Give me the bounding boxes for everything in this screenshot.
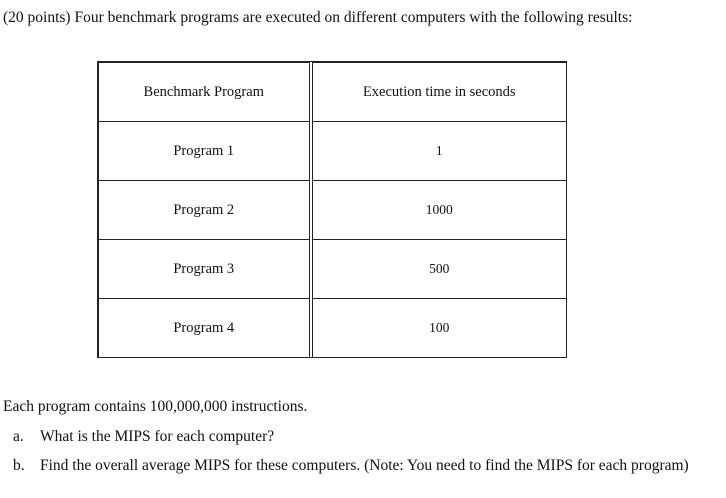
question-text: What is the MIPS for each computer? (40, 428, 275, 445)
table-row (99, 122, 567, 181)
table-row (99, 240, 567, 299)
execution-time-cell: 1000 (311, 181, 567, 240)
table-row (99, 181, 567, 240)
execution-time-cell: 1 (311, 122, 567, 181)
question-text: Find the overall average MIPS for these computers. (Note: You need to find the MIPS for each program) (40, 457, 689, 474)
table-row (99, 299, 567, 358)
execution-time-cell: 100 (311, 299, 567, 358)
question-list (0, 427, 726, 476)
question-b (0, 456, 726, 476)
program-name-cell: Program 3 (99, 240, 311, 299)
execution-time-cell: 500 (311, 240, 567, 299)
question-label: b. (13, 457, 25, 474)
benchmark-table (98, 62, 567, 358)
header-benchmark-program: Benchmark Program (99, 63, 311, 122)
program-name-cell: Program 1 (99, 122, 311, 181)
program-name-cell: Program 2 (99, 181, 311, 240)
table-header-row (99, 63, 567, 122)
instruction-count-statement: Each program contains 100,000,000 instructions. (3, 398, 308, 415)
question-label: a. (13, 428, 24, 445)
header-execution-time: Execution time in seconds (311, 63, 567, 122)
program-name-cell: Program 4 (99, 299, 311, 358)
question-a (0, 427, 726, 447)
problem-intro: (20 points) Four benchmark programs are executed on different computers with the following results: (3, 9, 633, 26)
